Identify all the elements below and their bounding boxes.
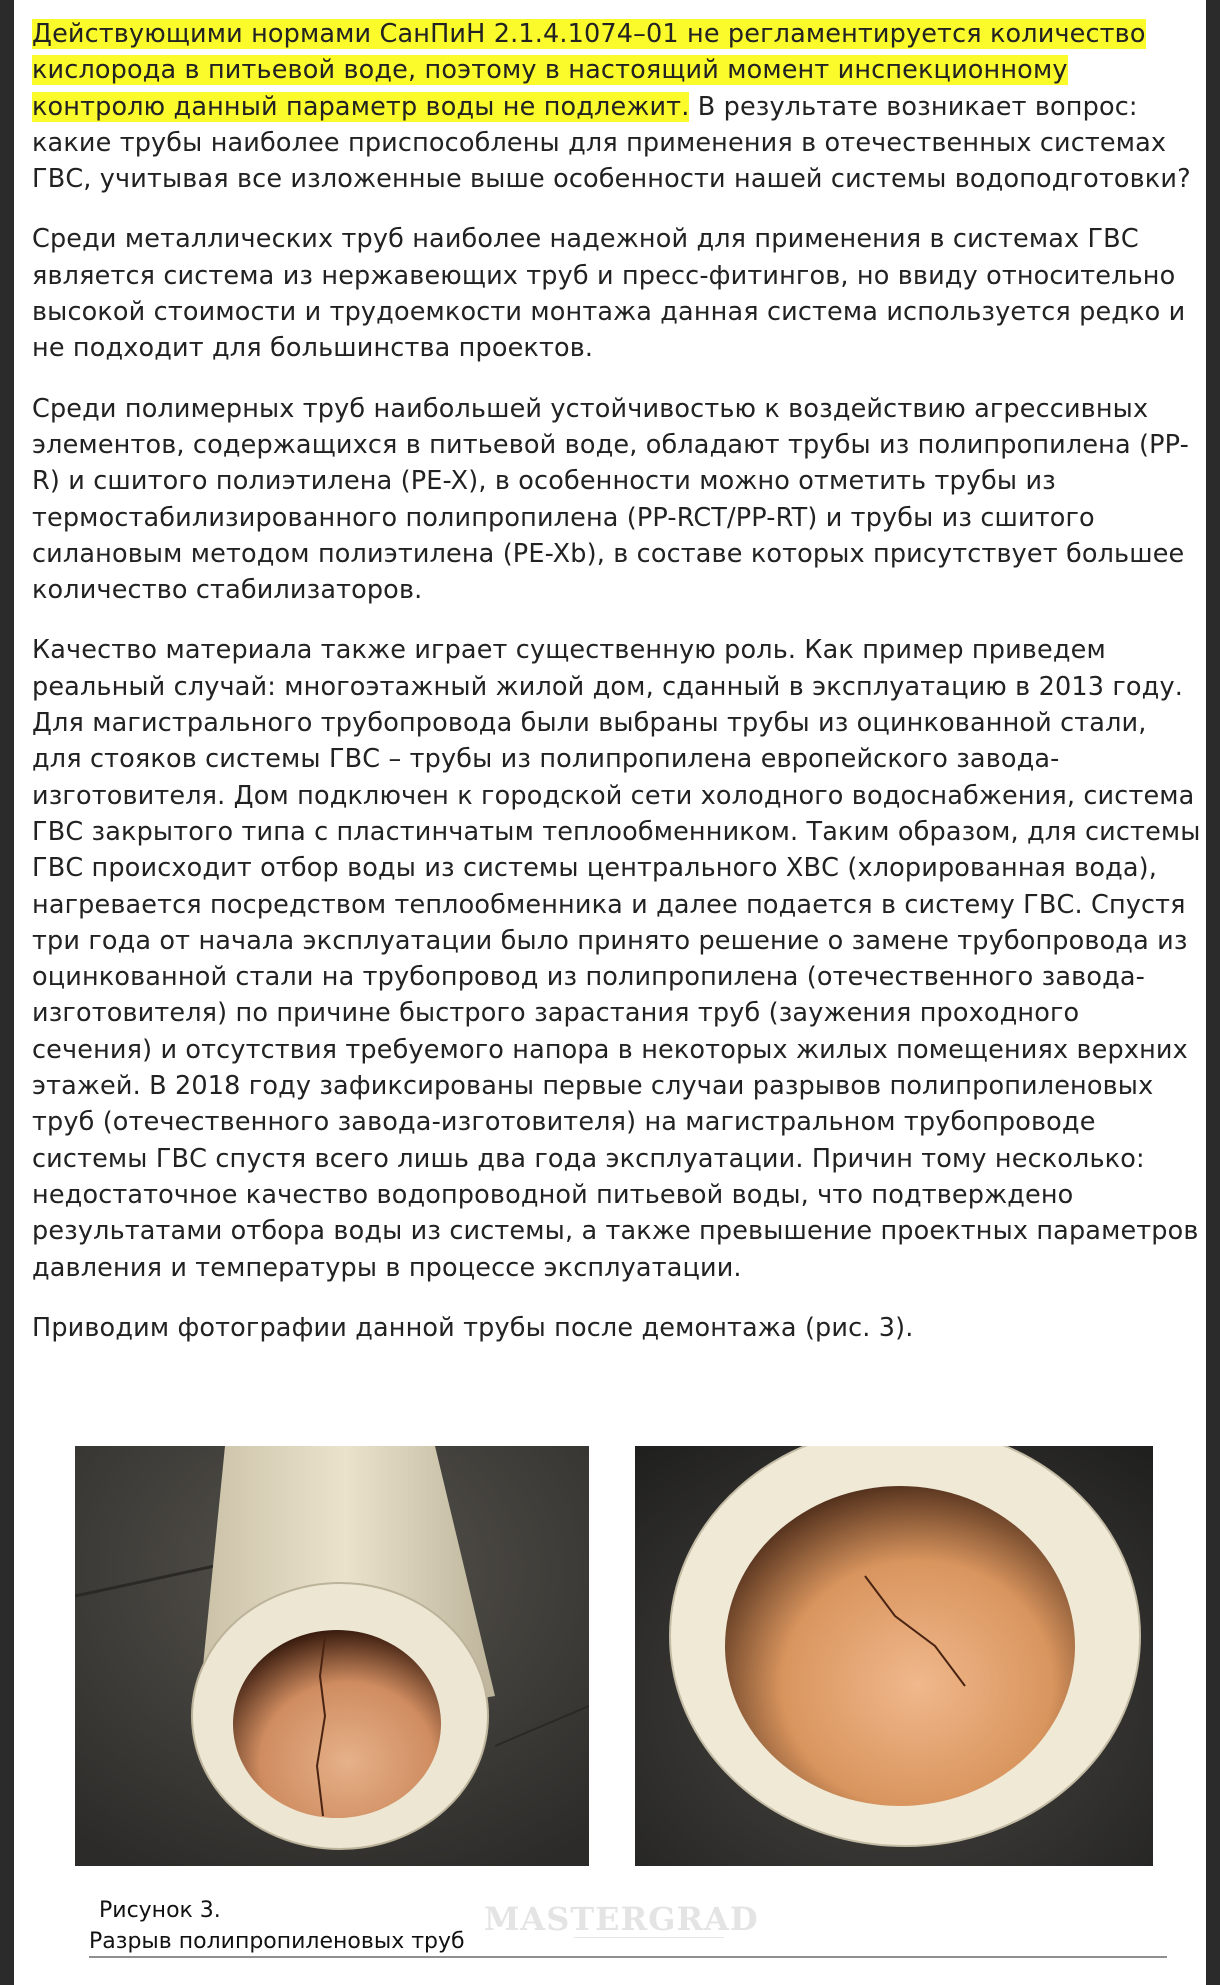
caption-divider (89, 1956, 1167, 1958)
paragraph-2: Среди металлических труб наиболее надежной для применения в системах ГВС является система из нержавеющих труб и пресс-фитингов, но ввиду относительно высокой стоимости и трудоемкости монтажа данная система используется редко и не подходит для большинства проектов. (32, 224, 1186, 364)
paragraph-4: Качество материала также играет существенную роль. Как пример приведем реальный случай: многоэтажный жилой дом, сданный в эксплуатацию в 2013 году. Для магистрального трубопровода были выбраны трубы из оцинкованной стали, для стояков системы ГВС – трубы из полипропилена европейского завода-изготовителя. Дом подключен к городской сети холодного водоснабжения, система ГВС закрытого типа с пластинчатым теплообменником. Таким образом, для системы ГВС происходит отбор воды из системы центрального ХВС (хлорированная вода), нагревается посредством теплообменника и далее подается в систему ГВС. Спустя три года от начала эксплуатации было принято решение о замене трубопровода из оцинкованной стали на трубопровод из полипропилена (отечественного завода-изготовителя) по причине быстрого зарастания труб (заужения проходного сечения) и отсутствия требуемого напора в некоторых жилых помещениях верхних этажей. В 2018 году зафиксированы первые случаи разрывов полипропиленовых труб (отечественного завода-изготовителя) на магистральном трубопроводе системы ГВС спустя всего лишь два года эксплуатации. Причин тому несколько: недостаточное качество водопроводной питьевой воды, что подтверждено результатами отбора воды из системы, а также превышение проектных параметров давления и температуры в процессе эксплуатации. (32, 635, 1201, 1283)
figure-photos (75, 1446, 1153, 1866)
figure-caption (89, 1895, 1167, 1957)
pipe-photo-left (75, 1446, 589, 1866)
watermark: MASTERGRAD (484, 1900, 759, 1938)
caption-title: Рисунок 3. (99, 1898, 221, 1923)
pipe-photo-right (635, 1446, 1153, 1866)
paragraph-1 (32, 16, 1202, 197)
caption-text: Разрыв полипропиленовых труб (89, 1929, 465, 1954)
paragraph-5: Приводим фотографии данной трубы после демонтажа (рис. 3). (32, 1312, 914, 1343)
paragraph-3: Среди полимерных труб наибольшей устойчивостью к воздействию агрессивных элементов, содержащихся в питьевой воде, обладают трубы из полипропилена (PP-R) и сшитого полиэтилена (PE-X), в особенности можно отметить трубы из термостабилизированного полипропилена (PP-RCT/PP-RT) и трубы из сшитого силановым методом полиэтилена (PE-Xb), в составе которых присутствует большее количество стабилизаторов. (32, 393, 1189, 606)
article-body (32, 16, 1202, 1370)
highlighted-text: Действующими нормами СанПиН 2.1.4.1074–01 не регламентируется количество кислорода в питьевой воде, поэтому в настоящий момент инспекционному контролю данный параметр воды не подлежит. (32, 19, 1146, 122)
article-page (14, 0, 1206, 1985)
paragraph-1-text: В результате возникает вопрос: какие трубы наиболее приспособлены для применения в отечественных системах ГВС, учитывая все изложенные выше особенности нашей системы водоподготовки? (32, 91, 1191, 195)
